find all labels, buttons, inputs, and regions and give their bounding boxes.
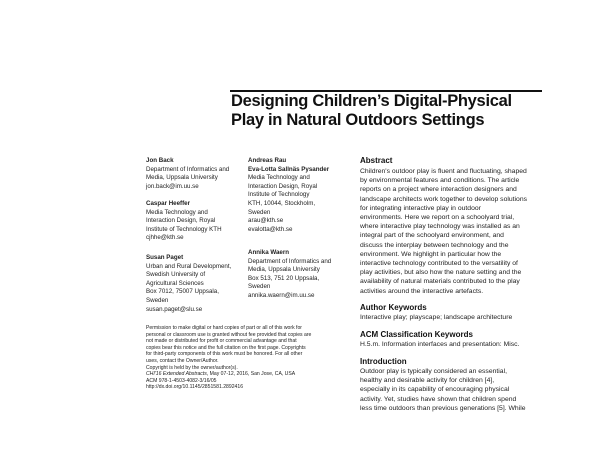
author-name: Annika Waern: [248, 249, 290, 256]
abstract-line: landscape architects work together to develop solutions: [360, 195, 527, 203]
doi-link[interactable]: http://dx.doi.org/10.1145/2851581.2892416: [146, 384, 244, 391]
introduction-line: especially in its capability of encouraging physical: [360, 386, 510, 394]
introduction-line: healthy and desirable activity for children [4],: [360, 377, 495, 385]
author-address: Sweden: [146, 296, 169, 304]
author-name: Jon Back: [146, 157, 174, 164]
keywords-text: Interactive play; playscape; landscape architecture: [360, 314, 513, 321]
introduction-body: [360, 367, 525, 413]
introduction-line: Outdoor play is typically considered an essential,: [360, 368, 507, 375]
author-email: cjhhe@kth.se: [146, 234, 184, 242]
permission-line: for third-party components of this work must be honored. For all other: [146, 351, 303, 358]
abstract-line: environment. We highlight in particular how the: [360, 250, 502, 258]
author-email: evalotta@kth.se: [248, 225, 293, 233]
author-address: Box 7012, 75007 Uppsala,: [146, 288, 219, 296]
author-block: [248, 157, 329, 234]
author-email: jon.back@im.uu.se: [146, 182, 199, 190]
author-affiliation: Institute of Technology KTH: [146, 225, 222, 233]
author-name: Andreas Rau: [248, 157, 287, 164]
author-name: Eva-Lotta Sallnäs Pysander: [248, 165, 330, 173]
title-line-1: Designing Children’s Digital-Physical: [231, 92, 512, 110]
author-affiliation: Interaction Design, Royal: [146, 217, 216, 225]
author-affiliation: Agricultural Sciences: [146, 279, 204, 287]
author-affiliation: Media, Uppsala University: [146, 174, 218, 182]
author-email: arau@kth.se: [248, 217, 284, 225]
author-affiliation: Department of Informatics and: [146, 165, 230, 173]
author-address: KTH, 10044, Stockholm,: [248, 199, 316, 207]
author-email: annika.waern@im.uu.se: [248, 291, 315, 299]
paper-title: [231, 92, 561, 130]
acm-isbn: ACM 978-1-4503-4082-3/16/05: [146, 377, 217, 384]
keywords-heading: Author Keywords: [360, 303, 427, 312]
abstract-line: play activities, but also how the nature setting and the: [360, 269, 522, 277]
author-name: Susan Paget: [146, 254, 184, 261]
abstract-line: Children's outdoor play is fluent and fluctuating, shaped: [360, 168, 527, 175]
keywords-body: [360, 313, 512, 322]
abstract-line: availability of natural materials contributed to the play: [360, 278, 520, 286]
author-affiliation: Institute of Technology: [248, 191, 310, 199]
author-affiliation: Media Technology and: [146, 208, 208, 216]
venue-details: , May 07-12, 2016, San Jose, CA, USA: [206, 371, 296, 378]
abstract-line: discuss the interplay between technology and the: [360, 241, 509, 249]
author-affiliation: Media, Uppsala University: [248, 266, 320, 274]
introduction-line: less time outdoors than previous generations [5]. While: [360, 404, 526, 412]
author-affiliation: Media Technology and: [248, 174, 310, 182]
permission-line: Copyright is held by the owner/author(s).: [146, 364, 238, 371]
author-address: Box 513, 751 20 Uppsala,: [248, 274, 320, 282]
acm-classification-text: H.5.m. Information interfaces and presentation: Misc.: [360, 341, 520, 348]
abstract-line: interactive technology contributed to the versatility of: [360, 260, 518, 268]
introduction-line: activity. Yet, studies have shown that children spend: [360, 395, 517, 403]
author-address: Sweden: [248, 208, 271, 216]
acm-classification-body: [360, 340, 519, 349]
permission-line: uses, contact the Owner/Author.: [146, 357, 219, 364]
author-name: Caspar Heeffer: [146, 200, 191, 207]
author-email: susan.paget@slu.se: [146, 305, 203, 313]
author-affiliation: Department of Informatics and: [248, 257, 332, 265]
author-affiliation: Urban and Rural Development,: [146, 262, 232, 270]
abstract-line: reports on a project where interaction designers and: [360, 186, 517, 194]
author-block: [146, 157, 229, 191]
venue-line: [146, 371, 356, 378]
permission-line: personal or classroom use is granted without fee provided that copies are: [146, 331, 312, 338]
abstract-line: where interactive play technology was installed as an: [360, 223, 520, 231]
author-affiliation: Interaction Design, Royal: [248, 182, 318, 190]
abstract-body: [360, 167, 527, 296]
abstract-line: environments. Here we report on a schoolyard trial,: [360, 214, 515, 222]
author-affiliation: Swedish University of: [146, 271, 206, 279]
permission-line: not made or distributed for profit or commercial advantage and that: [146, 338, 297, 345]
author-block: [146, 254, 231, 314]
abstract-line: for integrating interactive play in outdoor: [360, 204, 481, 212]
author-block: [248, 249, 331, 301]
introduction-heading: Introduction: [360, 357, 407, 366]
venue-name: CHI'16 Extended Abstracts: [146, 371, 207, 378]
abstract-line: activities around the interactive artefacts.: [360, 287, 484, 295]
permission-line: Permission to make digital or hard copies of part or all of this work for: [146, 325, 302, 331]
author-address: Sweden: [248, 283, 271, 291]
title-line-2: Play in Natural Outdoors Settings: [231, 111, 485, 129]
permission-line: copies bear this notice and the full citation on the first page. Copyrights: [146, 344, 306, 351]
acm-classification-heading: ACM Classification Keywords: [360, 330, 473, 339]
abstract-heading: Abstract: [360, 156, 393, 165]
permission-notice: [146, 325, 356, 391]
author-block: [146, 200, 222, 243]
abstract-line: integral part of the schoolyard environment, and: [360, 232, 504, 240]
abstract-line: by environmental features and conditions. The article: [360, 177, 520, 185]
